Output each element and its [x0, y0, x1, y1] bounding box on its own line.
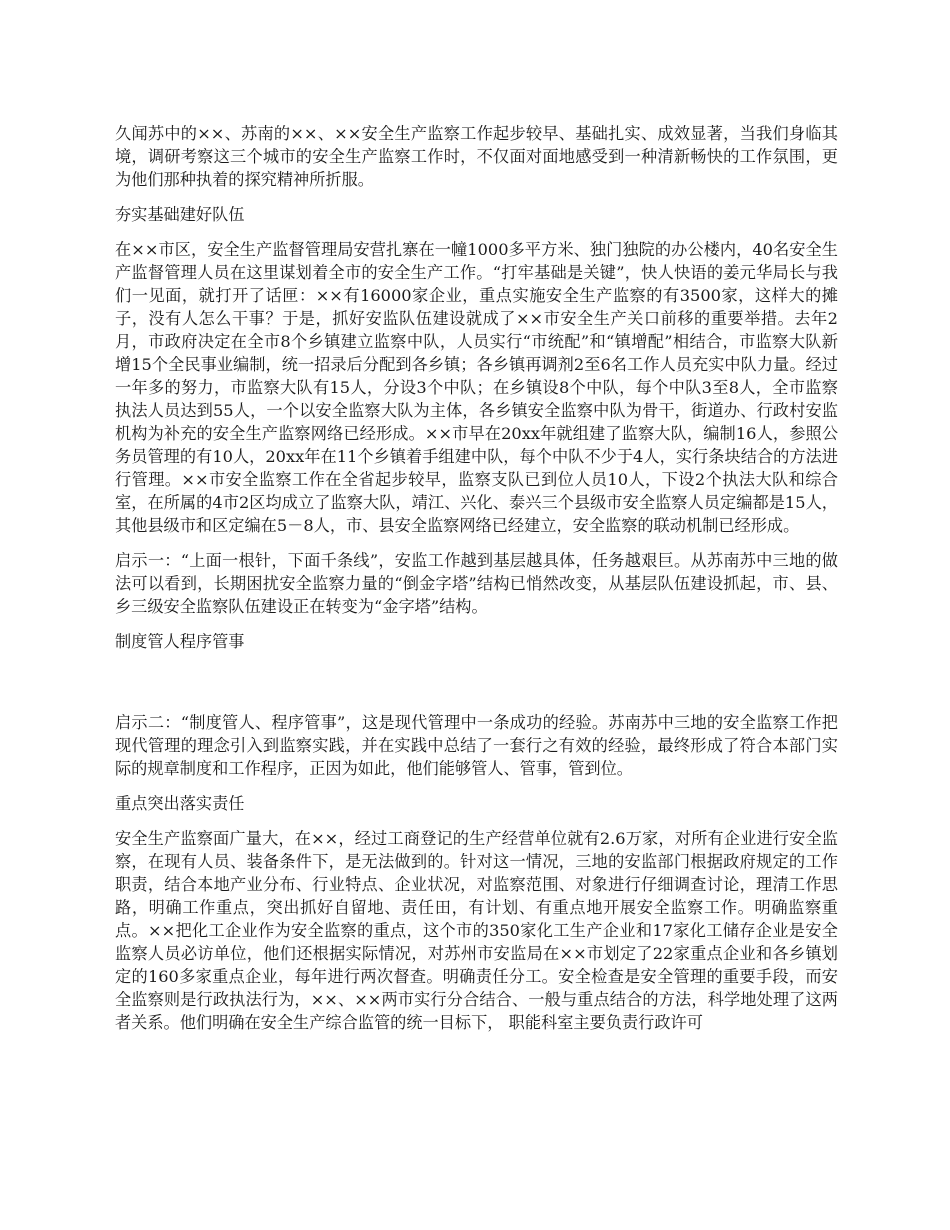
insight-one-paragraph: 启示一：“上面一根针，下面千条线”，安监工作越到基层越具体，任务越艰巨。从苏南苏中三地的做法可以看到，长期困扰安全监察力量的“倒金字塔”结构已悄然改变，从基层队伍建设抓起，市、县、乡三级安全监察队伍建设正在转变为“金字塔”结构。 [115, 551, 838, 616]
document-page [115, 122, 838, 1046]
insight-two-paragraph: 启示二：“制度管人、程序管事”，这是现代管理中一条成功的经验。苏南苏中三地的安全监察工作把现代管理的理念引入到监察实践，并在实践中总结了一套行之有效的经验，最终形成了符合本部门实际的规章制度和工作程序，正因为如此，他们能够管人、管事，管到位。 [115, 713, 838, 778]
section-heading-system: 制度管人程序管事 [115, 632, 245, 651]
foundation-paragraph: 在××市区，安全生产监督管理局安营扎寨在一幢1000多平方米、独门独院的办公楼内，40名安全生产监督管理人员在这里谋划着全市的安全生产工作。“打牢基础是关键”，快人快语的姜元华局长与我们一见面，就打开了话匣：××有16000家企业，重点实施安全生产监察的有3500家，这样大的摊子，没有人怎么干事？于是，抓好安监队伍建设就成了××市安全生产关口前移的重要举措。去年2月，市政府决定在全市8个乡镇建立监察中队，人员实行“市统配”和“镇增配”相结合，市监察大队新增15个全民事业编制，统一招录后分配到各乡镇；各乡镇再调剂2至6名工作人员充实中队力量。经过一年多的努力，市监察大队有15人，分设3个中队；在乡镇设8个中队，每个中队3至8人，全市监察执法人员达到55人，一个以安全监察大队为主体，各乡镇安全监察中队为骨干，街道办、行政村安监机构为补充的安全生产监察网络已经形成。××市早在20xx年就组建了监察大队，编制16人，参照公务员管理的有10人，20xx年在11个乡镇着手组建中队，每个中队不少于4人，实行条块结合的方法进行管理。××市安全监察工作在全省起步较早，监察支队已到位人员10人，下设2个执法大队和综合室，在所属的4市2区均成立了监察大队，靖江、兴化、泰兴三个县级市安全监察人员定编都是15人，其他县级市和区定编在5－8人，市、县安全监察网络已经建立，安全监察的联动机制已经形成。 [115, 240, 838, 535]
blank-space [115, 665, 838, 711]
intro-paragraph: 久闻苏中的××、苏南的××、××安全生产监察工作起步较早、基础扎实、成效显著，当我们身临其境，调研考察这三个城市的安全生产监察工作时，不仅面对面地感受到一种清新畅快的工作氛围，更为他们那种执着的探究精神所折服。 [115, 124, 838, 189]
section-heading-focus: 重点突出落实责任 [115, 794, 245, 813]
focus-paragraph: 安全生产监察面广量大，在××，经过工商登记的生产经营单位就有2.6万家，对所有企业进行安全监察，在现有人员、装备条件下，是无法做到的。针对这一情况，三地的安监部门根据政府规定的工作职责，结合本地产业分布、行业特点、企业状况，对监察范围、对象进行仔细调查讨论，理清工作思路，明确工作重点，突出抓好自留地、责任田，有计划、有重点地开展安全监察工作。明确监察重点。××把化工企业作为安全监察的重点，这个市的350家化工生产企业和17家化工储存企业是安全监察人员必访单位，他们还根据实际情况，对苏州市安监局在××市划定了22家重点企业和各乡镇划定的160多家重点企业，每年进行两次督查。明确责任分工。安全检查是安全管理的重要手段，而安全监察则是行政执法行为，××、××两市实行分合结合、一般与重点结合的方法，科学地处理了这两者关系。他们明确在安全生产综合监管的统一目标下， 职能科室主要负责行政许可 [115, 829, 838, 1032]
section-heading-foundation: 夯实基础建好队伍 [115, 205, 245, 224]
